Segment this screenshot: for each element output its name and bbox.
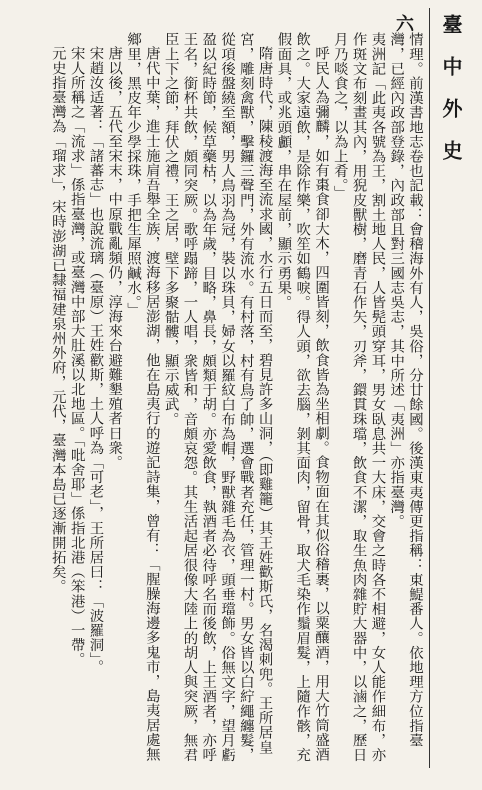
paragraph: 唐以後，五代至宋末，中原戰亂頻仍，淳海來台避難墾殖者日衆。 [106, 46, 123, 470]
paragraph: 夷洲記「此夷各號為王，割土地人民，人皆髡頭穿耳，男女臥息共一大床，交會之時各不相避，女人能作細布，亦作斑文布刻畫其內，用猊皮獸樹，磨青石作矢，刃斧，鐶貫珠璫，飲食不潔，取生魚肉雜貯大器中，以滷之，歷日月乃啖食之，以為上肴。」 [331, 32, 386, 762]
paragraph: 唐代中葉，進士施肩吾舉全族，渡海移居澎湖，他在島夷行的遊記詩集，曾有：「腥臊海邊多鬼市，島夷居處無鄉里，黑皮年少學採珠，手把生犀照鹹水。」 [125, 32, 160, 762]
paragraph: 宋人所稱之「流求」係指臺灣，或臺灣中部大肚溪以北地區。「吡舍耶」係指北港（笨港）一帶。 [68, 46, 85, 667]
paragraph: 宋趙汝适著：「諸蕃志」也說流璃（臺原）王姓歡斯，土人呼為「可老」，王所居曰：「波羅洞」。 [87, 46, 104, 675]
paragraph: 隋唐時代，陳稜渡海至流求國，水行五日而至，碧見許多山洞，（即雞籠）其王姓歡斯氏，名渴刺兜。王所居皇宮，雕刻禽獸，擊鑼三聲門，外有流水。有村落，村有鳥了帥，選會戰者充任，管理一村。男女皆以白紵繩纏髮，從項後盤繞至額，男人鳥羽為冠，裝以珠貝，婦女以羅紋白布為帽，野獸雜毛為衣，頭垂璫飾。俗無文字，望月虧盈以紀時節，候草藥枯，以為年歲，目略，鼻長，頗類于胡。亦愛飲食，執酒者必待呼名而後飲，上王酒者，亦呼王名，銜杯共飲，頗同突厥。歌呼蹋蹄，一人唱，衆皆和，音頗哀怨。其生活起居很像大陸上的胡人與突厥，無君臣上下之節，拜伏之禮，王之居，壁下多聚骷髏，顯示威武。 [162, 32, 273, 762]
paragraph: 呼民人為彌麟，如有棗食卻大木，四圍皆刻，飲食皆為坐相劇。食物面在其似俗稽裹，以粟釀酒，用大竹筒盛酒飲之。大家遠飲，是除作樂，吹笙如鶴唳。得人頭，欲去腦，剝其面肉，留骨，取犬毛染作鬚眉髮，上隨作骸，充假面具，或兆頭顱，串在屋前，顯示勇果。 [275, 32, 330, 762]
page-header [434, 8, 468, 182]
paragraph: 元史指臺灣為「瑠求」，宋時澎湖已隸福建泉州外府，元代，臺灣本島已逐漸開拓矣。 [49, 46, 66, 594]
book-title: 臺中外史 [439, 14, 463, 182]
header-divider [429, 8, 430, 768]
body-text [6, 32, 424, 772]
paragraph: 情理。前漢書地志卷也記載：會稽海外有人，吳俗，分廿餘國。後漢東夷傳更指稱：東鯷番人。依地理方位指臺灣，已經內政部登錄，內政部且對三國志吳志，其中所述「夷洲」亦指臺灣。 [388, 32, 423, 748]
page-number: 六 [396, 14, 414, 35]
